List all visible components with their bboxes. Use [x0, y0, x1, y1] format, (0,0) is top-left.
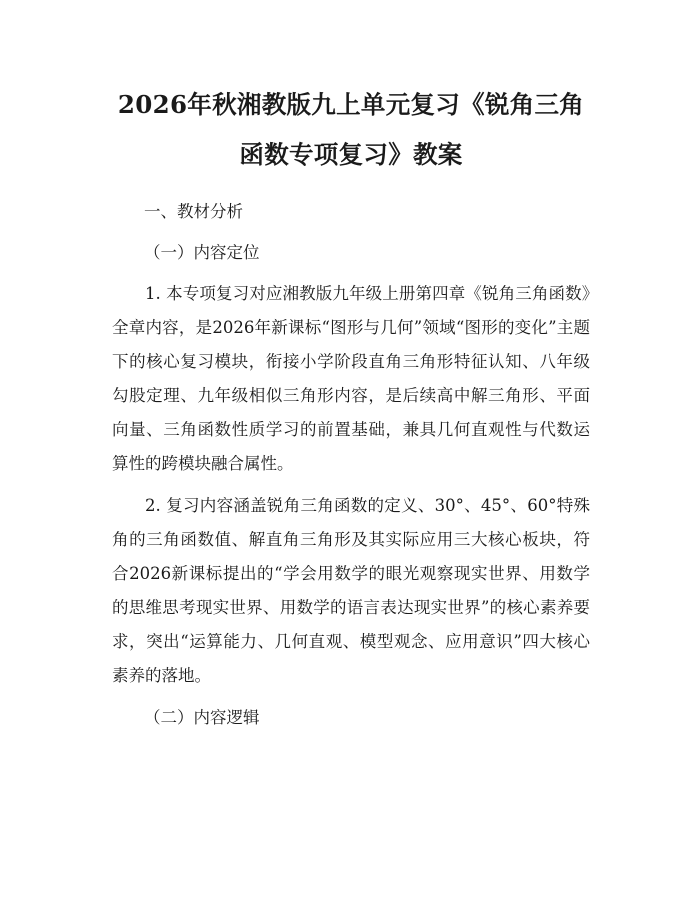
paragraph-2: 2. 复习内容涵盖锐角三角函数的定义、30°、45°、60°特殊角的三角函数值、解直角三角形及其实际应用三大核心板块，符合2026新课标提出的“学会用数学的眼光观察现实世界、用数学的思维思考现实世界、用数学的语言表达现实世界”的核心素养要求，突出“运算能力、几何直观、模型观念、应用意识”四大核心素养的落地。 [112, 496, 590, 685]
paragraph-1: 1. 本专项复习对应湘教版九年级上册第四章《锐角三角函数》全章内容，是2026年新课标“图形与几何”领域“图形的变化”主题下的核心复习模块，衔接小学阶段直角三角形特征认知、八年级勾股定理、九年级相似三角形内容，是后续高中解三角形、平面向量、三角函数性质学习的前置基础，兼具几何直观性与代数运算性的跨模块融合属性。 [112, 284, 590, 473]
subsection-heading-content-logic: （二）内容逻辑 [144, 708, 260, 727]
subsection-heading-content-positioning: （一）内容定位 [144, 243, 260, 262]
section-heading-textbook-analysis: 一、教材分析 [144, 202, 243, 221]
document-body [112, 195, 590, 735]
document-title: 2026年秋湘教版九上单元复习《锐角三角函数专项复习》教案 [117, 90, 585, 169]
